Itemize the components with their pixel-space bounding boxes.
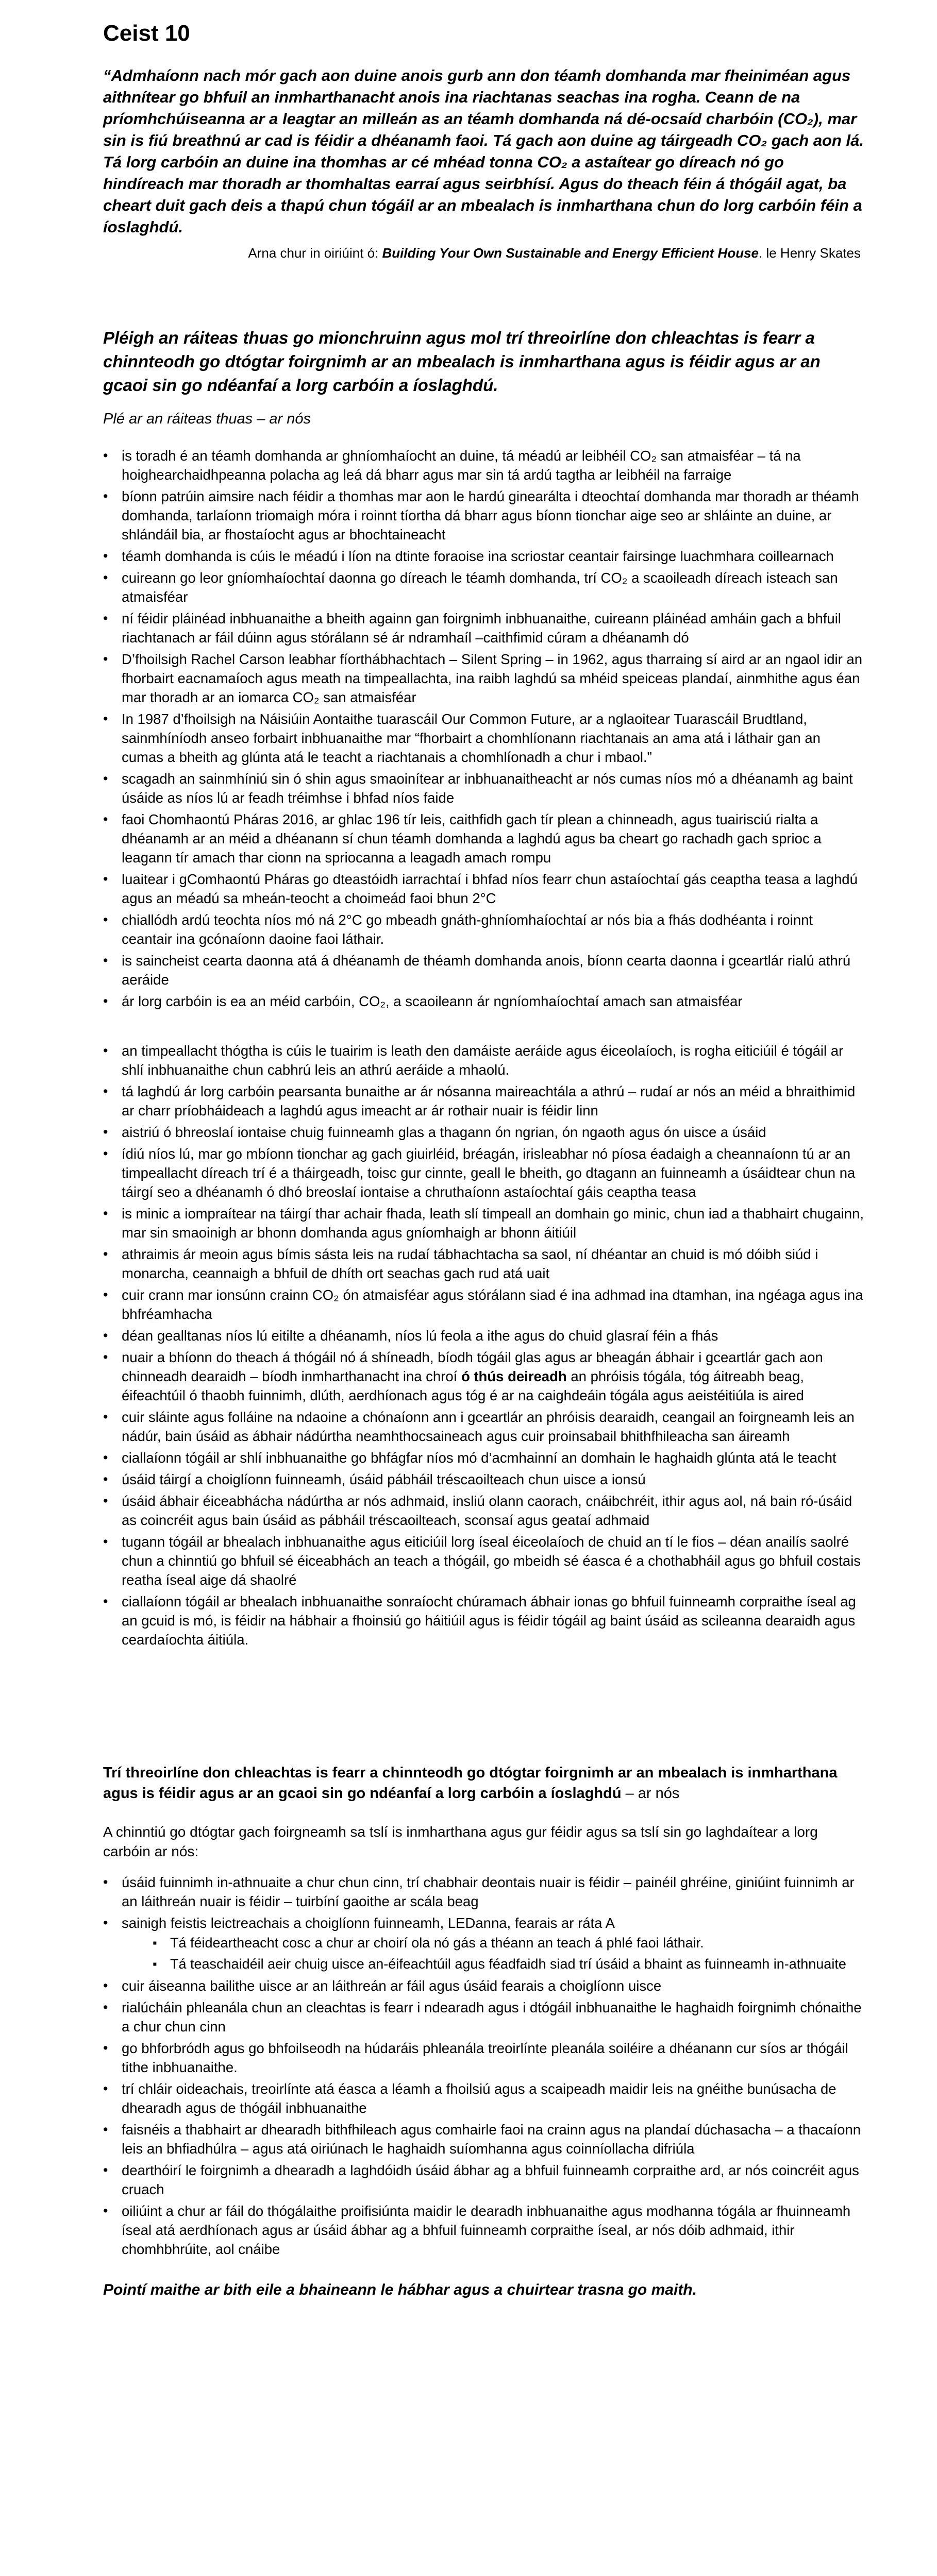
list-item: • déan gealltanas níos lú eitilte a dhéanamh, níos lú feola a ithe agus do chuid glasraí féin a fhás: [103, 1326, 865, 1345]
list-item-text-end: an phróisis tógála, tóg áitreabh beag, éifeachtúil ó thaobh fuinnimh, dlúth, aerdhíonach agus tóg é ar na caighdeáin tógála agus aeistéitiúla is aired: [122, 1368, 804, 1403]
list-item: • cuir crann mar ionsúnn crainn CO₂ ón atmaisféar agus stórálann siad é ina adhmad ina dtamhan, ina ngéaga agus ina bhfréamhacha: [103, 1285, 865, 1324]
list-item: • aistriú ó bhreoslaí iontaise chuig fuinneamh glas a thagann ón ngrian, ón ngaoth agus ón uisce a úsáid: [103, 1123, 865, 1142]
list-item: • is toradh é an téamh domhanda ar ghníomhaíocht an duine, tá méadú ar leibhéil CO₂ san atmaisféar – tá na hoighearchaidhpeanna polacha ag leá dá bharr agus mar sin tá ardú tagtha ar leibhéil na farraige: [103, 446, 865, 484]
list-item: • úsáid ábhair éiceabhácha nádúrtha ar nós adhmaid, insliú olann caorach, cnáibchréit, ithir agus aol, ná bain ró-úsáid as coincréit agus bain úsáid as pábháil tréscaoilteach, sconsaí agus geataí adhmaid: [103, 1492, 865, 1530]
list-item: • is minic a iompraítear na táirgí thar achair fhada, leath slí timpeall an domhain go minic, chun iad a thabhairt chugainn, mar sin smaoinigh ar bhonn domhanda agus gníomhaigh ar bhonn áitiúil: [103, 1204, 865, 1242]
list-item: [103, 1348, 865, 1405]
closing-note: Pointí maithe ar bith eile a bhaineann le hábhar agus a chuirtear trasna go maith.: [103, 2281, 697, 2298]
section-gap: [103, 1013, 865, 1041]
task-statement: Pléigh an ráiteas thuas go mionchruinn agus mol trí threoirlíne don chleachtas is fearr a chinnteodh go dtógtar foirgnimh ar an mbealach is inmharthana agus is féidir agus ar an gcaoi sin go ndéanfaí a lorg carbóin a íoslaghdú.: [103, 328, 821, 395]
list-item: • ciallaíonn tógáil ar shlí inbhuanaithe go bhfágfar níos mó d’acmhainní an domhain le haghaidh glúnta atá le teacht: [103, 1448, 865, 1467]
sub-list-item: ▪ Tá féideartheacht cosc a chur ar choirí ola nó gás a théann an teach á phlé faoi láthair.: [153, 1934, 865, 1953]
list-item: • ciallaíonn tógáil ar bhealach inbhuanaithe sonraíocht chúramach ábhair ionas go bhfuil fuinneamh corpraithe íseal ag an gcuid is mó, is féidir na hábhair a fhoinsiú go háitiúil agus is féidir tógáil ag baint úsáid as scileanna dearaidh agus ceardaíochta áitiúla.: [103, 1592, 865, 1649]
guidelines-sublist: [153, 1934, 865, 1974]
list-item: • athraimis ár meoin agus bímis sásta leis na rudaí tábhachtacha sa saol, ní dhéantar an chuid is mó dóibh siúd i monarcha, ceannaigh a bhfuil de dhíth ort seachas gach rud atá uait: [103, 1245, 865, 1283]
attribution-suffix: . le Henry Skates: [759, 245, 861, 261]
discussion-list-b: [103, 1041, 865, 1649]
list-item-bold: ó thús deireadh: [461, 1368, 567, 1384]
list-item: • chiallódh ardú teochta níos mó ná 2°C go mbeadh gnáth-ghníomhaíochtaí ar nós bia a fhás dodhéanta i roinnt ceantair ina gcónaíonn daoine faoi láthair.: [103, 910, 865, 948]
list-item: • scagadh an sainmhíniú sin ó shin agus smaoinítear ar inbhuanaitheacht ar nós cumas níos mó a dhéanamh ag baint úsáide as níos lú ar feadh tréimhse i bhfad níos faide: [103, 769, 865, 807]
list-item: • ár lorg carbóin is ea an méid carbóin, CO₂, a scaoileann ár ngníomhaíochtaí amach san atmaisféar: [103, 992, 865, 1011]
guidelines-heading-suffix: – ar nós: [621, 1785, 680, 1802]
list-item: • faoi Chomhaontú Pháras 2016, ar ghlac 196 tír leis, caithfidh gach tír plean a chinneadh, agus tuairisciú rialta a dhéanamh ar an méid a dhéanann sí chun téamh domhanda a laghdú agus ba cheart go rachadh gach sprioc a leagann tír amach thar cionn na spriocanna a leagadh amach rompu: [103, 810, 865, 867]
list-item: [103, 1913, 865, 1974]
guidelines-intro: A chinntiú go dtógtar gach foirgneamh sa tslí is inmharthana agus gur féidir agus sa tslí sin go laghdaítear a lorg carbóin ar nós:: [103, 1824, 818, 1859]
list-item: • ídiú níos lú, mar go mbíonn tionchar ag gach giuirléid, bréagán, irisleabhar nó píosa éadaigh a cheannaíonn tú ar an timpeallacht díreach trí é a tháirgeadh, toisc gur cinnte, geall le bheith, go dtagann an fuinneamh a úsáidtear chun na táirgí seo a dhéanamh ó dhó breoslaí iontaise a chruthaíonn astaíochtaí gáis ceaptha teasa: [103, 1144, 865, 1201]
list-item: • luaitear i gComhaontú Pháras go dteastóidh iarrachtaí i bhfad níos fearr chun astaíochtaí gás ceaptha teasa a laghdú agus an méadú sa mheán-teocht a choimeád faoi bhun 2°C: [103, 870, 865, 908]
list-item: • bíonn patrúin aimsire nach féidir a thomhas mar aon le hardú ginearálta i dteochtaí domhanda mar thoradh ar théamh domhanda, tarlaíonn triomaigh móra i roinnt tíortha dá bharr agus bíonn tionchar aige seo ar shláinte an duine, ar shlándáil bia, ar fhostaíocht agus ar bhochtaineacht: [103, 487, 865, 544]
question-title: Ceist 10: [103, 21, 190, 46]
list-item: • D’fhoilsigh Rachel Carson leabhar fíorthábhachtach – Silent Spring – in 1962, agus tharraing sí aird ar an ngaol idir an fhorbairt eacnamaíoch agus meath na timpeallachta, ina raibh laghdú sa mhéid speiceas plandaí, ainmhithe agus éan mar thoradh ar an iomarca CO₂ san atmaisféar: [103, 650, 865, 707]
list-item: • téamh domhanda is cúis le méadú i líon na dtinte foraoise ina scriostar ceantair fairsinge luachmhara coillearnach: [103, 547, 865, 566]
list-item-text: nuair a bhíonn do theach á thógáil nó á shíneadh, bíodh tógáil glas agus ar bheagán ábhair i gceartlár gach aon chinneadh dearaidh – bíodh inmharthanacht ina chroí: [122, 1349, 823, 1384]
quote-paragraph: “Admhaíonn nach mór gach aon duine anois gurb ann don téamh domhanda mar fheiniméan agus aithnítear go bhfuil an inmharthanacht anois ina riachtanas seachas ina rogha. Ceann de na príomhchúiseanna ar a leagtar an milleán as an téamh domhanda ná dé-ocsaíd charbóin (CO₂), mar sin is fiú breathnú ar cad is féidir a dhéanamh faoi. Tá gach aon duine ag táirgeadh CO₂ gach aon lá. Tá lorg carbóin an duine ina thomhas ar cé mhéad tonna CO₂ a astaítear go díreach nó go hindíreach mar thoradh ar thomhaltas earraí agus seirbhísí. Agus do theach féin á thógáil agat, ba cheart duit gach deis a thapú chun tógáil ar an mbealach is inmharthana chun do lorg carbóin féin a íoslaghdú.: [103, 66, 864, 236]
list-item: • ní féidir pláinéad inbhuanaithe a bheith againn gan foirgnimh inbhuanaithe, cuireann pláinéad amháin gach a bhfuil riachtanach ar fáil dúinn agus stórálann sé ár ndramhaíl –caithfimid cúram a dhéanamh dó: [103, 609, 865, 647]
discussion-label: Plé ar an ráiteas thuas – ar nós: [103, 411, 311, 427]
quote-attribution: [103, 245, 861, 261]
list-item: • cuireann go leor gníomhaíochtaí daonna go díreach le téamh domhanda, trí CO₂ a scaoileadh díreach isteach san atmaisféar: [103, 568, 865, 606]
guidelines-heading-text: Trí threoirlíne don chleachtas is fearr a chinnteodh go dtógtar foirgnimh ar an mbealach is inmharthana agus is féidir agus ar an gcaoi sin go ndéanfaí a lorg carbóin a íoslaghdú: [103, 1765, 838, 1802]
list-item: • trí chláir oideachais, treoirlínte atá éasca a léamh a fhoilsiú agus a scaipeadh maidir leis na gnéithe bunúsacha de dhearadh agus de thógáil inbhuanaithe: [103, 2079, 865, 2117]
attribution-prefix: Arna chur in oiriúint ó:: [248, 245, 382, 261]
list-item-text: sainigh feistis leictreachais a choiglíonn fuinneamh, LEDanna, fearais ar ráta A: [122, 1915, 615, 1931]
list-item: • tugann tógáil ar bhealach inbhuanaithe agus eiticiúil lorg íseal éiceolaíoch de chuid an tí le fios – déan anailís saolré chun a chinntiú go bhfuil sé éiceabhách an teach a thógáil, go mbeidh sé éasca é a chothabháil agus go bhfuil costais reatha íseal aige dá shaolré: [103, 1532, 865, 1589]
list-item: • In 1987 d’fhoilsigh na Náisiúin Aontaithe tuarascáil Our Common Future, ar a nglaoitear Tuarascáil Brudtland, sainmhíníodh anseo forbairt inbhuanaithe mar “fhorbairt a chomhlíonann riachtanais an ama atá i láthair gan an cumas a bheith ag glúnta atá le teacht a riachtanais a chomhlíonadh a chur i mbaol.”: [103, 709, 865, 767]
discussion-list-a: [103, 446, 865, 1011]
guidelines-heading: [103, 1762, 865, 1804]
list-item: • úsáid táirgí a choiglíonn fuinneamh, úsáid pábháil tréscaoilteach chun uisce a ionsú: [103, 1470, 865, 1489]
list-item: • cuir áiseanna bailithe uisce ar an láithreán ar fáil agus úsáid fearais a choiglíonn uisce: [103, 1976, 865, 1995]
list-item: • go bhforbródh agus go bhfoilseodh na húdaráis phleanála treoirlínte pleanála soiléire a dhéanann cur síos ar thógáil tithe inbhuanaithe.: [103, 2039, 865, 2077]
list-item: • úsáid fuinnimh in-athnuaite a chur chun cinn, trí chabhair deontais nuair is féidir – painéil ghréine, giniúint fuinnimh ar an láithreán nuair is féidir – tuirbíní gaoithe ar scála beag: [103, 1873, 865, 1911]
attribution-book: Building Your Own Sustainable and Energy Efficient House: [382, 245, 759, 261]
list-item: • dearthóirí le foirgnimh a dhearadh a laghdóidh úsáid ábhar ag a bhfuil fuinneamh corpraithe ard, ar nós coincréit agus cruach: [103, 2161, 865, 2199]
list-item: • cuir sláinte agus folláine na ndaoine a chónaíonn ann i gceartlár an phróisis dearaidh, ceangail an foirgneamh leis an nádúr, bain úsáid as ábhair nádúrtha neamhthocsaineach agus cuir proinsabail bhithfhileacha san áireamh: [103, 1408, 865, 1446]
list-item: • faisnéis a thabhairt ar dhearadh bithfhileach agus comhairle faoi na crainn agus na plandaí dúchasacha – a thacaíonn leis an bhfiadhúlra – agus atá oiriúnach le haghaidh suíomhanna agus coinníollacha difriúla: [103, 2120, 865, 2158]
list-item: • an timpeallacht thógtha is cúis le tuairim is leath den damáiste aeráide agus éiceolaíoch, is rogha eiticiúil é tógáil ar shlí inbhuanaithe chun cabhrú leis an athrú aeráide a mhaolú.: [103, 1041, 865, 1079]
guidelines-list: [103, 1873, 865, 2259]
list-item: • tá laghdú ár lorg carbóin pearsanta bunaithe ar ár nósanna maireachtála a athrú – rudaí ar nós an méid a bhraithimid ar charr príobháideach a laghdú agus imeacht ar ár rothair nuair is féidir linn: [103, 1082, 865, 1120]
list-item: • oiliúint a chur ar fáil do thógálaithe proifisiúnta maidir le dearadh inbhuanaithe agus modhanna tógála ar fhuinneamh íseal atá aerdhíonach agus ar úsáid ábhar ag a bhfuil fuinneamh corpraithe íseal, ar nós dóib adhmaid, ithir chomhbhrúite, aol cnáibe: [103, 2201, 865, 2259]
sub-list-item: ▪ Tá teaschaidéil aeir chuig uisce an-éifeachtúil agus féadfaidh siad trí úsáid a bhaint as fuinneamh in-athnuaite: [153, 1955, 865, 1974]
list-item: • rialúcháin phleanála chun an cleachtas is fearr i ndearadh agus i dtógáil inbhuanaithe le haghaidh foirgnimh chónaithe a chur chun cinn: [103, 1998, 865, 2036]
list-item: • is saincheist cearta daonna atá á dhéanamh de théamh domhanda anois, bíonn cearta daonna i gceartlár rialú athrú aeráide: [103, 951, 865, 989]
